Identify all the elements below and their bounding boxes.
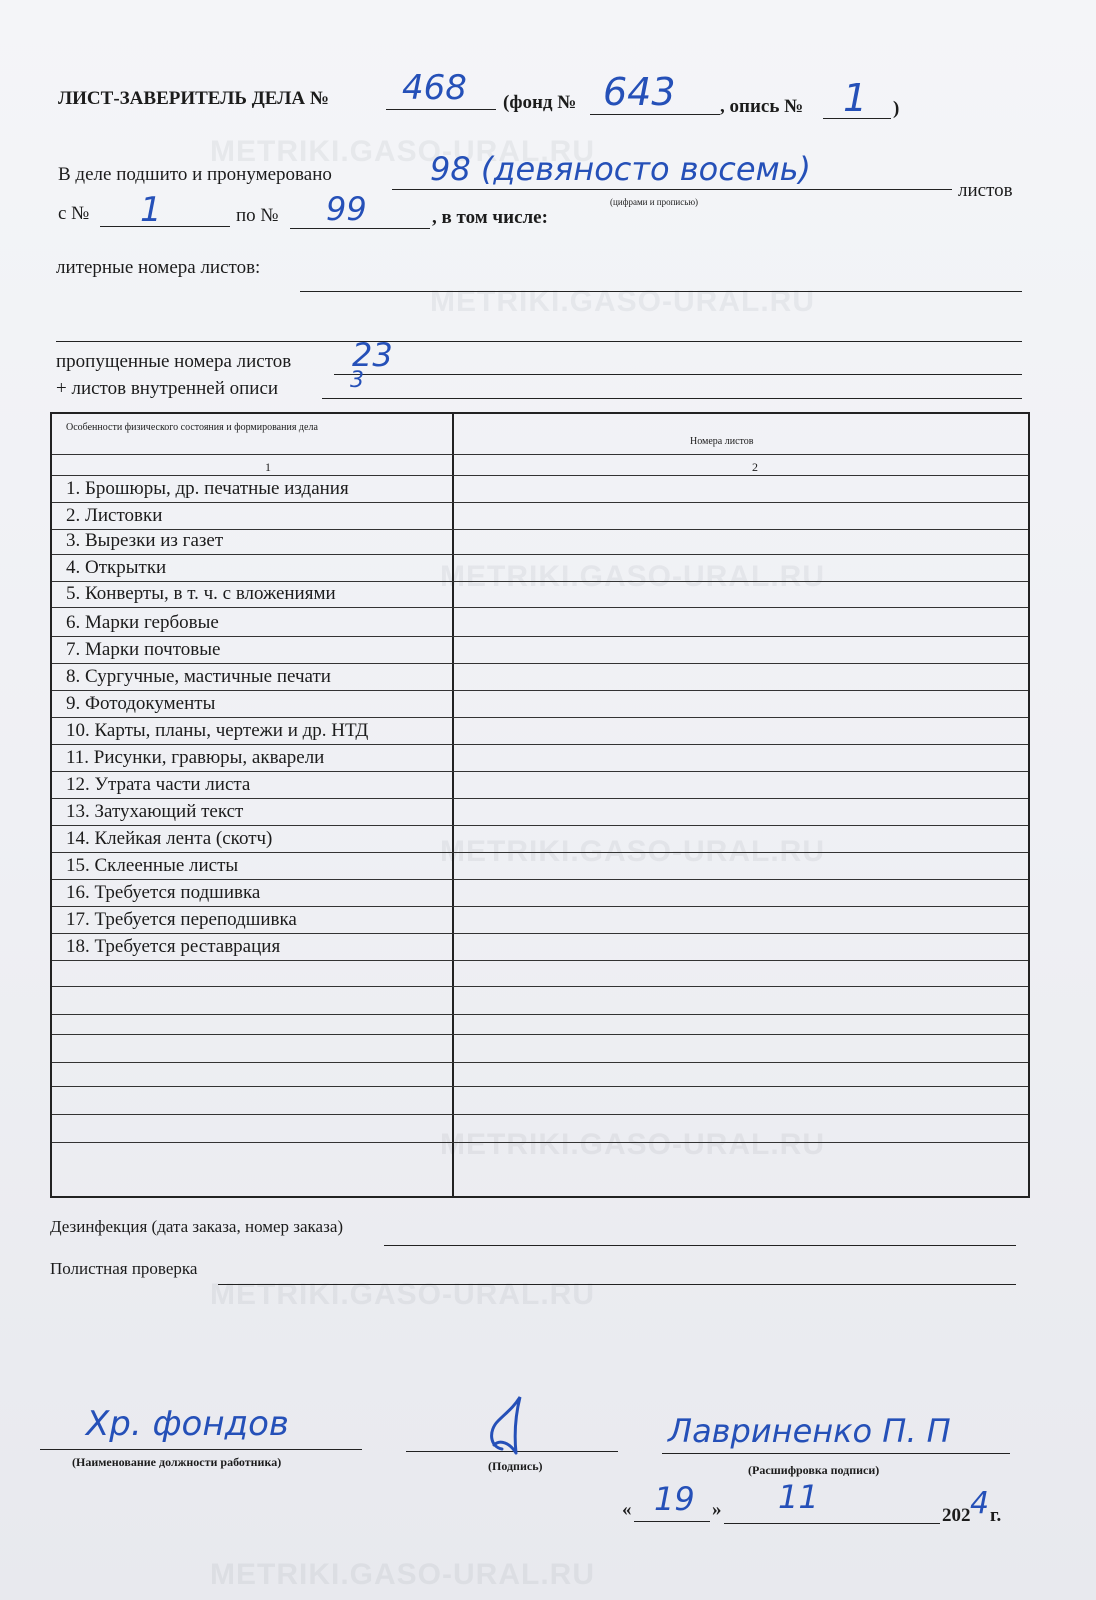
opis-close: ) [893,98,900,119]
table-row-label: 10. Карты, планы, чертежи и др. НТД [66,720,369,741]
to-line [290,228,430,229]
table-row-divider [52,717,1028,718]
position-caption: (Наименование должности работника) [72,1455,282,1469]
case-number: 468 [402,68,467,108]
table-row-divider [52,879,1028,880]
fond-number-line [590,114,720,115]
disinfection-line [384,1245,1016,1246]
table-row-label: 11. Рисунки, гравюры, акварели [66,747,325,768]
from-value: 1 [140,190,162,230]
disinfection-label: Дезинфекция (дата заказа, номер заказа) [50,1217,344,1236]
table-empty-row-divider [52,1142,1028,1143]
check-label: Полистная проверка [50,1259,198,1278]
date-close-quote: » [712,1499,722,1520]
table-row-divider [52,825,1028,826]
table-row-label: 4. Открытки [66,557,167,578]
table-row-label: 6. Марки гербовые [66,612,219,633]
table-row-divider [52,636,1028,637]
table-number-divider [52,475,1028,476]
watermark: METRIKI.GASO-URAL.RU [430,285,815,318]
decode-line [662,1453,1010,1454]
date-year-suffix: г. [990,1505,1002,1526]
table-row-label: 18. Требуется реставрация [66,936,281,957]
date-month: 11 [778,1478,819,1516]
skipped-label: пропущенные номера листов [56,351,292,372]
table-row-label: 14. Клейкая лента (скотч) [66,828,273,849]
to-value: 99 [326,190,367,228]
watermark: METRIKI.GASO-URAL.RU [440,835,825,868]
sewn-suffix: листов [958,180,1013,201]
watermark: METRIKI.GASO-URAL.RU [210,1558,595,1591]
decode-caption: (Расшифровка подписи) [748,1463,880,1477]
table-row-label: 12. Утрата части листа [66,774,251,795]
table-empty-row-divider [52,1114,1028,1115]
table-row-divider [52,554,1028,555]
decode-value: Лавриненко П. П [668,1412,951,1450]
table-row-label: 15. Склеенные листы [66,855,239,876]
table-empty-row-divider [52,986,1028,987]
date-year-digit: 4 [970,1486,990,1521]
inner-line [322,398,1022,399]
table-empty-row-divider [52,1062,1028,1063]
table-row-divider [52,852,1028,853]
table-col2-header: Номера листов [690,436,754,447]
sewn-line [392,189,952,190]
sewn-label: В деле подшито и пронумеровано [58,164,332,185]
from-label: с № [58,203,90,224]
inner-label: + листов внутренней описи [56,378,279,399]
table-empty-row-divider [52,1034,1028,1035]
table-row-label: 8. Сургучные, мастичные печати [66,666,331,687]
sewn-value: 98 (девяносто восемь) [430,150,811,188]
table-row-divider [52,581,1028,582]
table-col2-number: 2 [752,460,758,474]
date-year-prefix: 202 [942,1505,971,1526]
date-day: 19 [654,1480,695,1518]
table-row-label: 1. Брошюры, др. печатные издания [66,478,349,499]
table-empty-row-divider [52,1014,1028,1015]
literal-label: литерные номера листов: [56,257,261,278]
skipped-value: 23 [352,336,393,374]
table-row-divider [52,960,1028,961]
date-month-line [724,1523,940,1524]
document-title: ЛИСТ-ЗАВЕРИТЕЛЬ ДЕЛА № [58,88,329,109]
table-header-divider [52,454,1028,455]
watermark: METRIKI.GASO-URAL.RU [440,560,825,593]
watermark: METRIKI.GASO-URAL.RU [210,135,595,168]
literal-line [300,291,1022,292]
date-open-quote: « [622,1499,632,1520]
fond-number: 643 [603,70,676,114]
skipped-line [334,374,1022,375]
table-row-divider [52,771,1028,772]
table-row-divider [52,933,1028,934]
table-row-label: 9. Фотодокументы [66,693,216,714]
table-row-divider [52,502,1028,503]
table-row-divider [52,906,1028,907]
date-day-line [634,1521,710,1522]
sewn-hint: (цифрами и прописью) [610,197,699,207]
opis-label: , опись № [720,96,804,117]
table-row-divider [52,744,1028,745]
from-line [100,226,230,227]
table-row-label: 2. Листовки [66,505,163,526]
literal-line-2 [56,341,1022,342]
table-row-label: 3. Вырезки из газет [66,530,224,551]
table-row-label: 13. Затухающий текст [66,801,244,822]
opis-number: 1 [843,76,868,120]
signature-mark [480,1393,540,1463]
watermark: METRIKI.GASO-URAL.RU [210,1278,595,1311]
table-col1-header: Особенности физического состояния и формирования дела [66,422,318,433]
table-row-label: 7. Марки почтовые [66,639,221,660]
table-empty-row-divider [52,1086,1028,1087]
watermark: METRIKI.GASO-URAL.RU [440,1128,825,1161]
table-row-divider [52,798,1028,799]
table-row-divider [52,690,1028,691]
case-number-line [386,109,496,110]
fond-label: (фонд № [503,92,577,113]
table-row-label: 16. Требуется подшивка [66,882,261,903]
table-row-label: 17. Требуется переподшивка [66,909,297,930]
inner-value: 3 [350,368,364,393]
table-column-divider [452,414,454,1196]
table-col1-number: 1 [265,460,271,474]
table-row-divider [52,607,1028,608]
signature-caption: (Подпись) [488,1459,543,1473]
check-line [218,1284,1016,1285]
table-row-divider [52,663,1028,664]
position-line [40,1449,362,1450]
table-row-label: 5. Конверты, в т. ч. с вложениями [66,583,336,604]
position-value: Хр. фондов [86,1404,289,1444]
to-label: по № [236,205,279,226]
including-label: , в том числе: [432,207,548,228]
features-table [50,412,1030,1198]
